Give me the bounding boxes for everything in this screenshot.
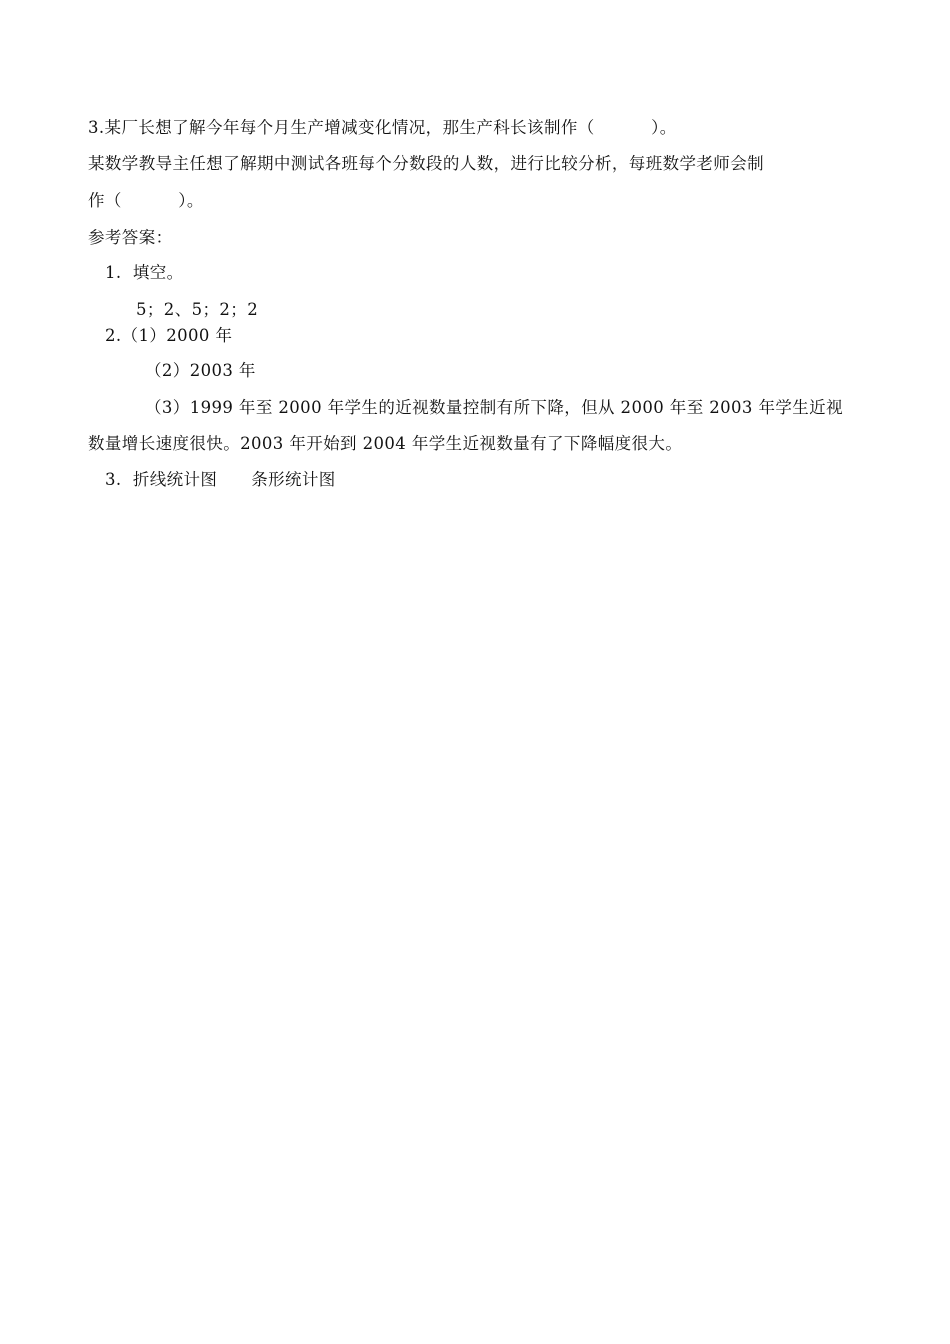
- answers-heading: 参考答案：: [88, 228, 173, 247]
- answer-3: 3. 折线统计图 条形统计图: [105, 470, 336, 489]
- answer-1-title: 1. 填空。: [105, 263, 184, 282]
- answer-2-part-3-line-2: 数量增长速度很快。2003 年开始到 2004 年学生近视数量有了下降幅度很大。: [88, 434, 683, 453]
- question-3-line-1: 3.某厂长想了解今年每个月生产增减变化情况，那生产科长该制作（ ）。: [88, 118, 677, 137]
- answer-1-values: 5；2、5；2；2: [136, 300, 259, 319]
- answer-2-part-2: （2）2003 年: [145, 361, 256, 380]
- question-3-line-3: 作（ ）。: [88, 191, 204, 210]
- answer-2-part-1: 2.（1）2000 年: [105, 326, 233, 345]
- question-3-line-2: 某数学教导主任想了解期中测试各班每个分数段的人数，进行比较分析，每班数学老师会制: [88, 154, 764, 173]
- answer-2-part-3-line-1: （3）1999 年至 2000 年学生的近视数量控制有所下降，但从 2000 年至 2003 年学生近视: [145, 398, 843, 417]
